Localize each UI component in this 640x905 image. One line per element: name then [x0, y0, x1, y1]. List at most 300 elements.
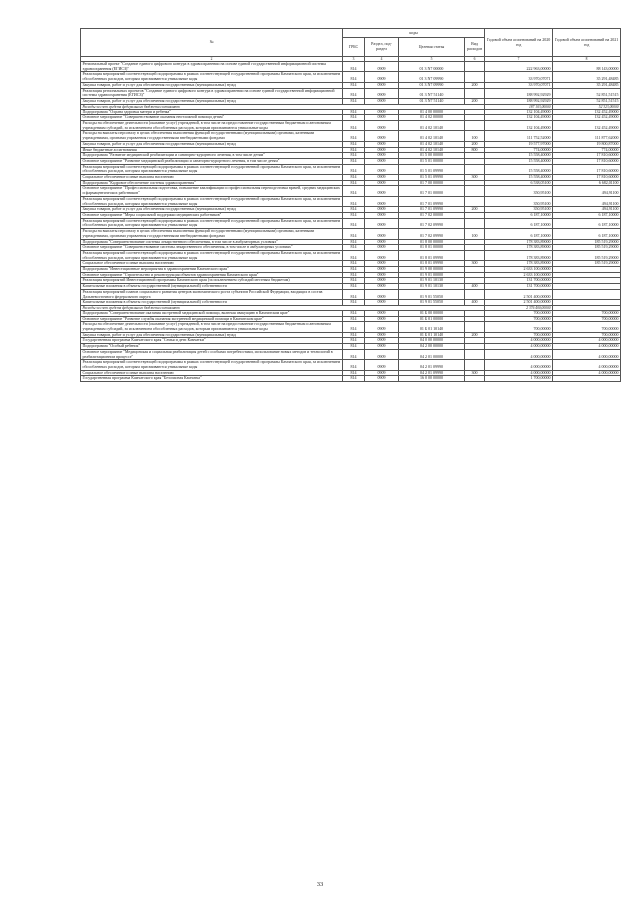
row-razdel: 0909: [365, 370, 399, 376]
row-name: Реализация мероприятий Инвестиционной программы Камчатского края (за исключением субсидий местным бюджетам): [81, 278, 343, 284]
row-vid: [465, 121, 485, 131]
row-amount-2021: 52 851,51515: [553, 98, 621, 104]
row-amount-2020: 4 000,00000: [485, 370, 553, 376]
table-row: [81, 218, 621, 228]
row-vid: 100: [465, 131, 485, 141]
table-row: [81, 332, 621, 338]
row-amount-2020: 2 633 100,00000: [485, 272, 553, 278]
row-name: Иные бюджетные ассигнования: [81, 147, 343, 153]
row-celevaya: 01 7 02 00000: [399, 212, 465, 218]
row-vid: [465, 376, 485, 382]
row-celevaya: 01 Б 01 00000: [399, 316, 465, 322]
row-razdel: 0909: [365, 267, 399, 273]
row-amount-2020: 700,00000: [485, 316, 553, 322]
row-celevaya: 01 3 N7 51140: [399, 98, 465, 104]
row-razdel: 0909: [365, 376, 399, 382]
table-row: [81, 284, 621, 290]
row-amount-2021: 4 000,00000: [553, 349, 621, 359]
row-amount-2021: 6 187,10000: [553, 212, 621, 218]
row-name: Реализация региональных проектов "Создание единого цифрового контура в здравоохранении на основе единой государственной информационной системы здравоохранения (ЕГИСЗ)": [81, 88, 343, 98]
row-razdel: 0909: [365, 141, 399, 147]
row-razdel: 0909: [365, 115, 399, 121]
table-row: [81, 376, 621, 382]
row-razdel: 0909: [365, 349, 399, 359]
row-razdel: 0909: [365, 196, 399, 206]
table-row: [81, 245, 621, 251]
row-grbs: 814: [343, 316, 365, 322]
row-amount-2021: 700,00000: [553, 316, 621, 322]
table-row: [81, 278, 621, 284]
row-grbs: 814: [343, 186, 365, 196]
row-amount-2021: 35 291,48485: [553, 72, 621, 82]
table-row: [81, 115, 621, 121]
row-vid: [465, 250, 485, 260]
row-grbs: 814: [343, 250, 365, 260]
row-razdel: 0909: [365, 322, 399, 332]
row-razdel: 0909: [365, 88, 399, 98]
row-amount-2020: 111 752,52000: [485, 131, 553, 141]
row-name: Расходы на выплаты персоналу в целях обеспечения выполнения функций государственными (муниципальными) органами, казенными учреждениями, органами управления государственными внебюджетными фондами: [81, 131, 343, 141]
table-row: [81, 370, 621, 376]
row-celevaya: 01 8 01 00000: [399, 245, 465, 251]
row-vid: 800: [465, 147, 485, 153]
table-header: [81, 29, 621, 57]
row-name: Основное мероприятие "Профессиональная подготовка, повышение квалификации и профессиональная переподготовка врачей, средних медицинских и фармацевтических работников": [81, 186, 343, 196]
row-amount-2020: 188 992,92929: [485, 98, 553, 104]
row-vid: [465, 218, 485, 228]
row-name: Подпрограмма "Совершенствование системы лекарственного обеспечения, в том числе в амбулаторных условиях": [81, 239, 343, 245]
row-name: Реализация мероприятий соответствующей подпрограммы в рамках соответствующей государственной программы Камчатского края, за исключением обособленных расходов, которым присваиваются уникальные коды: [81, 72, 343, 82]
row-amount-2021: 17 810,60000: [553, 158, 621, 164]
table-row: [81, 289, 621, 299]
header-number: №: [81, 29, 343, 57]
row-celevaya: 01 9 01 55050: [399, 289, 465, 299]
row-amount-2020: 4 000,00000: [485, 360, 553, 370]
table-row: [81, 250, 621, 260]
row-amount-2020: 4 000,00000: [485, 344, 553, 350]
header-codes-group: коды: [343, 29, 485, 38]
row-vid: [465, 196, 485, 206]
row-razdel: 0909: [365, 300, 399, 306]
row-amount-2020: 2 501 400,00000: [485, 300, 553, 306]
row-celevaya: 01 Б 01 10140: [399, 322, 465, 332]
row-amount-2020: 178 383,89000: [485, 250, 553, 260]
row-grbs: 814: [343, 278, 365, 284]
row-amount-2020: 350,95100: [485, 196, 553, 206]
row-amount-2021: 111 877,62000: [553, 131, 621, 141]
row-grbs: 814: [343, 370, 365, 376]
row-razdel: 0909: [365, 239, 399, 245]
row-grbs: 814: [343, 180, 365, 186]
row-celevaya: 01 3 N7 09990: [399, 72, 465, 82]
table-row: [81, 62, 621, 72]
row-razdel: 0909: [365, 207, 399, 213]
row-celevaya: 01 9 01 00000: [399, 272, 465, 278]
row-razdel: 0909: [365, 289, 399, 299]
row-vid: [465, 72, 485, 82]
header-year-2020: Годовой объем ассигнований на 2020 год: [485, 29, 553, 57]
row-celevaya: 04 2 01 09990: [399, 370, 465, 376]
row-celevaya: 01 7 02 09990: [399, 218, 465, 228]
row-amount-2020: 33 970,07071: [485, 72, 553, 82]
note-amount-2021: 52 323,00000: [553, 104, 621, 109]
row-amount-2020: 132 104,49000: [485, 109, 553, 115]
note-amount-2020: 187 103,00000: [485, 104, 553, 109]
row-grbs: 814: [343, 196, 365, 206]
row-grbs: 814: [343, 267, 365, 273]
row-amount-2021: [553, 376, 621, 382]
row-razdel: 0909: [365, 180, 399, 186]
row-amount-2020: 131 700,00000: [485, 278, 553, 284]
row-name: Основное мероприятие "Строительство и реконструкция объектов здравоохранения Камчатского края": [81, 272, 343, 278]
row-grbs: 814: [343, 310, 365, 316]
row-celevaya: 01 4 02 10140: [399, 141, 465, 147]
row-grbs: 814: [343, 218, 365, 228]
table-row: [81, 196, 621, 206]
row-celevaya: 01 3 N7 09990: [399, 82, 465, 88]
row-razdel: 0909: [365, 332, 399, 338]
row-amount-2021: 185 519,29000: [553, 245, 621, 251]
row-name: Закупка товаров, работ и услуг для обеспечения государственных (муниципальных) нужд: [81, 141, 343, 147]
budget-table: [80, 28, 621, 382]
row-name: Реализация мероприятий планов социального развития центров экономического роста субъектов Российской Федерации, входящих в состав Дальневосточного федерального округа: [81, 289, 343, 299]
row-grbs: 814: [343, 261, 365, 267]
table-row: [81, 153, 621, 159]
row-grbs: 814: [343, 212, 365, 218]
row-amount-2021: 6 187,10000: [553, 218, 621, 228]
row-razdel: 0909: [365, 186, 399, 196]
row-name: Реализация мероприятий соответствующей подпрограммы в рамках соответствующей государственной программы Камчатского края, за исключением обособленных расходов, которым присваиваются уникальные коды: [81, 196, 343, 206]
row-amount-2021: 17 810,60000: [553, 153, 621, 159]
row-celevaya: 01 5 00 00000: [399, 153, 465, 159]
row-amount-2021: 494,91100: [553, 196, 621, 206]
row-amount-2021: 6 682,01100: [553, 180, 621, 186]
table-row: [81, 88, 621, 98]
table-row: [81, 261, 621, 267]
row-name: Основное мероприятие "Медицинская и социальная реабилитация детей с особыми потребностями, использование новых методов и технологий в реабилитационном процессе": [81, 349, 343, 359]
row-amount-2020: 1 700,00000: [485, 376, 553, 382]
row-name: Подпрограмма "Охрана здоровья матери и ребенка": [81, 109, 343, 115]
row-celevaya: 01 7 01 00000: [399, 186, 465, 196]
table-row: [81, 207, 621, 213]
row-amount-2020: 178 383,89000: [485, 239, 553, 245]
row-amount-2021: 88 143,00000: [553, 62, 621, 72]
header-grbs: ГРБС: [343, 38, 365, 57]
row-grbs: 814: [343, 88, 365, 98]
row-grbs: 814: [343, 338, 365, 344]
budget-page: [80, 28, 620, 382]
column-number: 4: [365, 57, 399, 62]
row-amount-2020: 15 558,40000: [485, 153, 553, 159]
row-name: Основное мероприятие "Совершенствование оказания неотложной помощи детям": [81, 115, 343, 121]
row-amount-2020: 33 970,07071: [485, 82, 553, 88]
note-text: Расходы за счет средств федерального бюджета составляют: [81, 104, 485, 109]
row-vid: 300: [465, 261, 485, 267]
column-number: 2: [81, 57, 343, 62]
row-razdel: 0909: [365, 62, 399, 72]
row-razdel: 0909: [365, 175, 399, 181]
row-amount-2021: 700,00000: [553, 322, 621, 332]
row-grbs: 814: [343, 300, 365, 306]
table-row: [81, 322, 621, 332]
row-celevaya: 04 2 00 00000: [399, 344, 465, 350]
table-row: [81, 186, 621, 196]
row-amount-2020: 131 700,00000: [485, 284, 553, 290]
row-celevaya: 01 9 01 10130: [399, 278, 465, 284]
row-amount-2020: 15 558,40000: [485, 164, 553, 174]
row-razdel: 0909: [365, 153, 399, 159]
table-row: [81, 175, 621, 181]
row-grbs: 814: [343, 164, 365, 174]
row-name: Социальное обеспечение и иные выплаты населению: [81, 370, 343, 376]
row-amount-2020: 188 992,92929: [485, 88, 553, 98]
column-number: 8: [553, 57, 621, 62]
note-amount-2020: 2 376 400,00000: [485, 305, 553, 310]
row-name: Закупка товаров, работ и услуг для обеспечения государственных (муниципальных) нужд: [81, 82, 343, 88]
table-row: [81, 98, 621, 104]
row-name: Закупка товаров, работ и услуг для обеспечения государственных (муниципальных) нужд: [81, 207, 343, 213]
row-amount-2020: 178 383,89000: [485, 245, 553, 251]
row-grbs: 814: [343, 98, 365, 104]
row-grbs: 814: [343, 175, 365, 181]
row-name: Реализация мероприятий соответствующей подпрограммы в рамках соответствующей государственной программы Камчатского края, за исключением обособленных расходов, которым присваиваются уникальные коды: [81, 250, 343, 260]
header-year-2021: Годовой объем ассигнований на 2021 год: [553, 29, 621, 57]
row-celevaya: 01 4 02 00000: [399, 115, 465, 121]
row-amount-2020: 350,95100: [485, 207, 553, 213]
row-celevaya: 01 3 N7 00000: [399, 62, 465, 72]
row-razdel: 0909: [365, 98, 399, 104]
table-row: [81, 300, 621, 306]
row-vid: 400: [465, 300, 485, 306]
row-name: Закупка товаров, работ и услуг для обеспечения государственных (муниципальных) нужд: [81, 332, 343, 338]
row-vid: [465, 360, 485, 370]
row-amount-2021: 4 000,00000: [553, 338, 621, 344]
row-razdel: 0909: [365, 131, 399, 141]
row-grbs: 814: [343, 158, 365, 164]
row-amount-2020: 132 104,49000: [485, 121, 553, 131]
row-grbs: 814: [343, 82, 365, 88]
row-grbs: 814: [343, 115, 365, 121]
table-body: [81, 57, 621, 382]
row-grbs: 814: [343, 131, 365, 141]
row-name: Капитальные вложения в объекты государственной (муниципальной) собственности: [81, 300, 343, 306]
row-grbs: 814: [343, 109, 365, 115]
row-amount-2021: 17 810,60000: [553, 175, 621, 181]
row-razdel: 0909: [365, 121, 399, 131]
row-razdel: 0909: [365, 338, 399, 344]
row-razdel: 0909: [365, 272, 399, 278]
row-celevaya: 01 8 01 09990: [399, 250, 465, 260]
column-number: 5: [399, 57, 465, 62]
row-amount-2020: 15 558,40000: [485, 175, 553, 181]
row-razdel: 0909: [365, 284, 399, 290]
row-razdel: 0909: [365, 261, 399, 267]
row-razdel: 0909: [365, 109, 399, 115]
row-name: Капитальные вложения в объекты государственной (муниципальной) собственности: [81, 284, 343, 290]
row-vid: [465, 289, 485, 299]
row-vid: 200: [465, 332, 485, 338]
row-amount-2021: 19 800,87000: [553, 141, 621, 147]
row-name: Подпрограмма "Кадровое обеспечение системы здравоохранения": [81, 180, 343, 186]
row-vid: 100: [465, 229, 485, 239]
row-amount-2021: 17 810,60000: [553, 164, 621, 174]
row-amount-2020: 6 187,10000: [485, 218, 553, 228]
row-celevaya: 01 7 01 09990: [399, 196, 465, 206]
row-celevaya: 01 7 02 09990: [399, 229, 465, 239]
row-celevaya: 01 7 00 00000: [399, 180, 465, 186]
row-amount-2020: 774,00000: [485, 147, 553, 153]
row-amount-2021: 35 291,48485: [553, 82, 621, 88]
table-row: [81, 360, 621, 370]
row-amount-2020: 2 633 100,00000: [485, 267, 553, 273]
row-amount-2021: 132 452,49000: [553, 109, 621, 115]
row-vid: [465, 186, 485, 196]
row-name: Основное мероприятие "Развитие медицинской реабилитации и санаторно-курортного лечения, в том числе детям": [81, 158, 343, 164]
row-celevaya: 04 0 00 00000: [399, 338, 465, 344]
row-celevaya: 01 3 N7 51140: [399, 88, 465, 98]
row-grbs: 814: [343, 239, 365, 245]
row-amount-2021: 4 000,00000: [553, 370, 621, 376]
table-row: [81, 72, 621, 82]
table-row: [81, 229, 621, 239]
row-celevaya: 01 Б 01 10140: [399, 332, 465, 338]
row-name: Основное мероприятие "Развитие службы оказания экстренной медицинской помощи в Камчатском крае": [81, 316, 343, 322]
page-number: 33: [316, 881, 324, 888]
table-row: [81, 141, 621, 147]
table-row: [81, 310, 621, 316]
row-name: Государственная программа Камчатского края "Семья и дети Камчатки": [81, 338, 343, 344]
row-grbs: 814: [343, 344, 365, 350]
row-grbs: 814: [343, 332, 365, 338]
table-row: [81, 158, 621, 164]
row-razdel: 0909: [365, 278, 399, 284]
column-number: 7: [485, 57, 553, 62]
row-vid: 200: [465, 207, 485, 213]
row-amount-2020: 2 501 400,00000: [485, 289, 553, 299]
row-razdel: 0909: [365, 250, 399, 260]
row-razdel: 0909: [365, 310, 399, 316]
row-celevaya: 01 7 01 09990: [399, 207, 465, 213]
row-vid: [465, 349, 485, 359]
row-name: Подпрограмма "Особый ребенок": [81, 344, 343, 350]
row-name: Подпрограмма "Инвестиционные мероприятия в здравоохранении Камчатского края": [81, 267, 343, 273]
row-razdel: 0909: [365, 158, 399, 164]
row-celevaya: 01 5 01 09990: [399, 175, 465, 181]
row-celevaya: 01 8 01 09990: [399, 261, 465, 267]
row-grbs: 814: [343, 141, 365, 147]
row-name: Основное мероприятие "Меры социальной поддержки медицинских работников": [81, 212, 343, 218]
row-amount-2021: 6 187,10000: [553, 229, 621, 239]
table-row: [81, 338, 621, 344]
row-grbs: 814: [343, 322, 365, 332]
table-row: [81, 272, 621, 278]
row-celevaya: 01 5 01 00000: [399, 158, 465, 164]
row-name: Реализация мероприятий соответствующей подпрограммы в рамках соответствующей государственной программы Камчатского края, за исключением обособленных расходов, которым присваиваются уникальные коды: [81, 164, 343, 174]
row-amount-2020: 700,00000: [485, 332, 553, 338]
row-grbs: 814: [343, 289, 365, 299]
row-celevaya: 01 4 00 00000: [399, 109, 465, 115]
row-razdel: 0909: [365, 82, 399, 88]
row-amount-2021: 494,91100: [553, 186, 621, 196]
row-razdel: 0909: [365, 147, 399, 153]
row-vid: 200: [465, 141, 485, 147]
row-amount-2021: 4 000,00000: [553, 344, 621, 350]
row-celevaya: 01 Б 00 00000: [399, 310, 465, 316]
table-row: [81, 267, 621, 273]
row-name: Социальное обеспечение и иные выплаты населению: [81, 261, 343, 267]
row-name: Расходы на выплаты персоналу в целях обеспечения выполнения функций государственными (муниципальными) органами, казенными учреждениями, органами управления государственными внебюджетными фондами: [81, 229, 343, 239]
table-row: [81, 180, 621, 186]
row-amount-2021: 774,00000: [553, 147, 621, 153]
row-name: Региональный проект "Создание единого цифрового контура в здравоохранении на основе единой государственной информационной системы здравоохранения (ЕГИСЗ)": [81, 62, 343, 72]
row-celevaya: 04 2 01 09990: [399, 360, 465, 370]
row-grbs: 814: [343, 229, 365, 239]
table-row: [81, 212, 621, 218]
row-celevaya: 01 4 02 10140: [399, 121, 465, 131]
row-amount-2020: 6 538,05100: [485, 180, 553, 186]
row-grbs: 814: [343, 360, 365, 370]
row-grbs: 814: [343, 245, 365, 251]
row-amount-2020: 4 000,00000: [485, 349, 553, 359]
row-vid: 200: [465, 98, 485, 104]
table-row: [81, 82, 621, 88]
row-amount-2021: 185 519,29000: [553, 261, 621, 267]
row-celevaya: 01 9 01 55050: [399, 300, 465, 306]
row-razdel: 0909: [365, 212, 399, 218]
row-vid: [465, 164, 485, 174]
table-row: [81, 164, 621, 174]
table-row: [81, 316, 621, 322]
row-amount-2021: 4 000,00000: [553, 360, 621, 370]
column-number: 6: [465, 57, 485, 62]
row-name: Социальное обеспечение и иные выплаты населению: [81, 175, 343, 181]
row-vid: [465, 322, 485, 332]
row-celevaya: 01 4 02 10140: [399, 147, 465, 153]
table-row: [81, 131, 621, 141]
row-amount-2021: 494,91100: [553, 207, 621, 213]
row-name: Реализация мероприятий соответствующей подпрограммы в рамках соответствующей государственной программы Камчатского края, за исключением обособленных расходов, которым присваиваются уникальные коды: [81, 218, 343, 228]
row-name: Реализация мероприятий соответствующей подпрограммы в рамках соответствующей государственной программы Камчатского края, за исключением обособленных расходов, которым присваиваются уникальные коды: [81, 360, 343, 370]
row-razdel: 0909: [365, 218, 399, 228]
header-celevaya-statya: Целевая статья: [399, 38, 465, 57]
row-razdel: 0909: [365, 344, 399, 350]
row-celevaya: 01 4 02 10140: [399, 131, 465, 141]
row-grbs: 814: [343, 272, 365, 278]
row-grbs: 814: [343, 62, 365, 72]
row-grbs: 814: [343, 207, 365, 213]
row-grbs: 814: [343, 121, 365, 131]
header-vid-raskhodov: Вид расходов: [465, 38, 485, 57]
row-razdel: 0909: [365, 164, 399, 174]
row-name: Расходы на обеспечение деятельности (оказание услуг) учреждений, в том числе на предоставление государственным бюджетным и автономным учреждениям субсидий, за исключением обособленных расходов, которым присваиваются уникальные коды: [81, 322, 343, 332]
row-name: Подпрограмма "Развитие медицинской реабилитации и санаторно-курортного лечения, в том числе детям": [81, 153, 343, 159]
row-name: Закупка товаров, работ и услуг для обеспечения государственных (муниципальных) нужд: [81, 98, 343, 104]
row-razdel: 0909: [365, 229, 399, 239]
row-grbs: 814: [343, 153, 365, 159]
row-amount-2020: 700,00000: [485, 310, 553, 316]
table-row: [81, 109, 621, 115]
header-razdel: Раздел, под- раздел: [365, 38, 399, 57]
row-razdel: 0909: [365, 360, 399, 370]
row-grbs: 814: [343, 284, 365, 290]
table-row: [81, 121, 621, 131]
row-amount-2020: 350,95100: [485, 186, 553, 196]
row-amount-2020: 4 000,00000: [485, 338, 553, 344]
row-name: Основное мероприятие "Совершенствование системы лекарственного обеспечения, в том числе в амбулаторных условиях": [81, 245, 343, 251]
row-name: Государственная программа Камчатского края "Безопасная Камчатка": [81, 376, 343, 382]
row-amount-2020: 222 963,00000: [485, 62, 553, 72]
row-grbs: 814: [343, 376, 365, 382]
